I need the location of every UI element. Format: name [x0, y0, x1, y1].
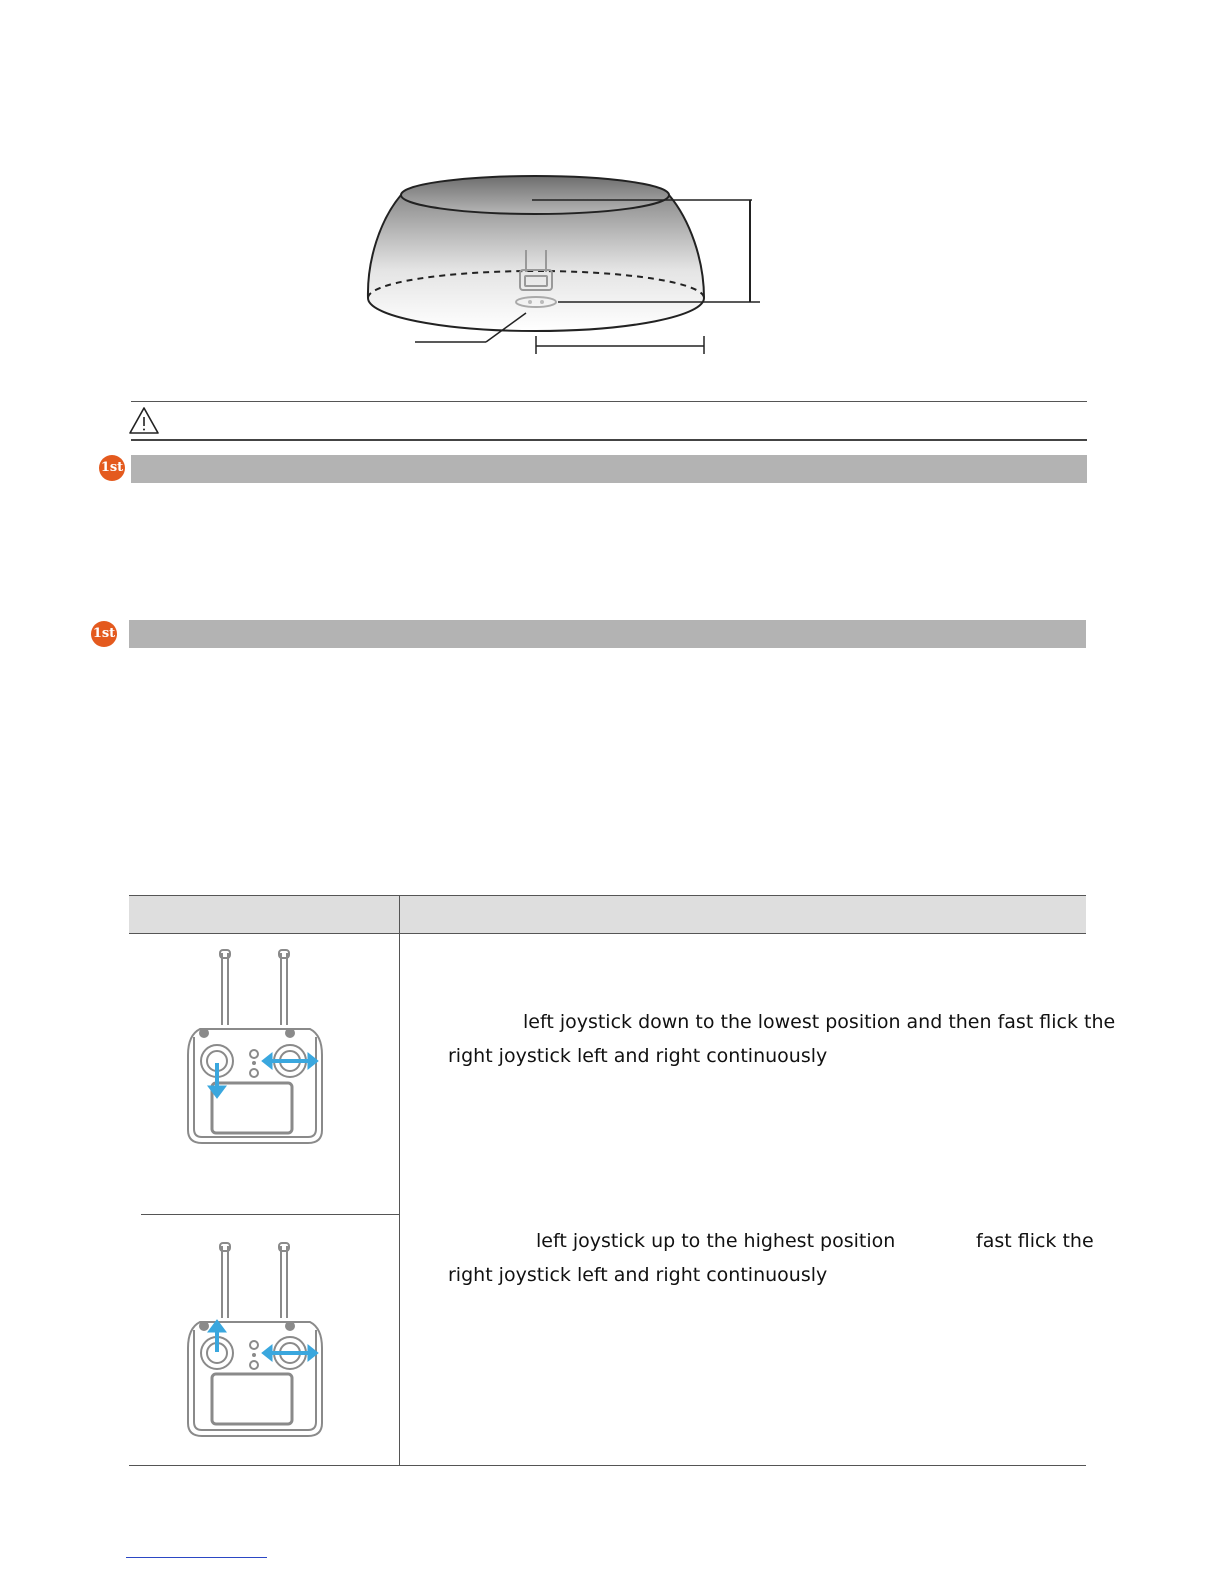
- footer-link-underline[interactable]: [126, 1557, 267, 1558]
- dome-top: [401, 176, 669, 214]
- warning-icon: [128, 405, 160, 435]
- section-heading-bar-2: [129, 620, 1086, 648]
- priority-badge-icon: 1st: [99, 455, 125, 481]
- table-row-divider: [141, 1214, 399, 1215]
- warning-top-rule: [131, 401, 1087, 402]
- table-header-bg: [129, 895, 1086, 933]
- table-top-rule: [129, 895, 1086, 896]
- table-header-rule: [129, 933, 1086, 934]
- instruction-row-2-line-2: right joystick left and right continuously: [448, 1264, 828, 1286]
- remote-controller-image-1: [180, 945, 330, 1150]
- priority-badge-icon: 1st: [91, 621, 117, 647]
- instruction-row-2-line-1a: left joystick up to the highest position: [536, 1230, 896, 1252]
- remote-controller-image-2: [180, 1238, 330, 1443]
- table-column-divider: [399, 895, 400, 1466]
- dome-diagram: [350, 160, 780, 370]
- warning-bottom-rule: [131, 439, 1087, 441]
- instruction-row-1-line-2: right joystick left and right continuously: [448, 1045, 828, 1067]
- table-bottom-rule: [129, 1465, 1086, 1466]
- instruction-row-1-line-1: left joystick down to the lowest position and then fast flick the: [523, 1011, 1116, 1033]
- dome-body: [368, 195, 704, 331]
- instruction-row-2-line-1b: fast flick the: [976, 1230, 1094, 1252]
- section-heading-bar-1: [131, 455, 1087, 483]
